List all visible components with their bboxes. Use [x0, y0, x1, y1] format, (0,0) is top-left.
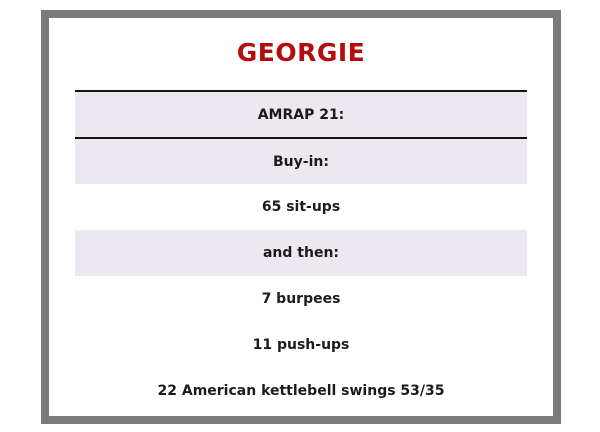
workout-row-amrap: AMRAP 21:	[75, 90, 527, 137]
workout-table	[75, 90, 527, 414]
workout-row-burpees: 7 burpees	[261, 291, 341, 307]
workout-title: GEORGIE	[236, 38, 366, 67]
workout-row-buy-in: Buy-in:	[75, 137, 527, 184]
workout-row-push-ups: 11 push-ups	[252, 337, 350, 353]
workout-row-kettlebell-swings: 22 American kettlebell swings 53/35	[157, 383, 445, 399]
workout-row-and-then: and then:	[75, 230, 527, 276]
workout-card	[41, 10, 561, 424]
workout-row-sit-ups: 65 sit-ups	[261, 199, 341, 215]
